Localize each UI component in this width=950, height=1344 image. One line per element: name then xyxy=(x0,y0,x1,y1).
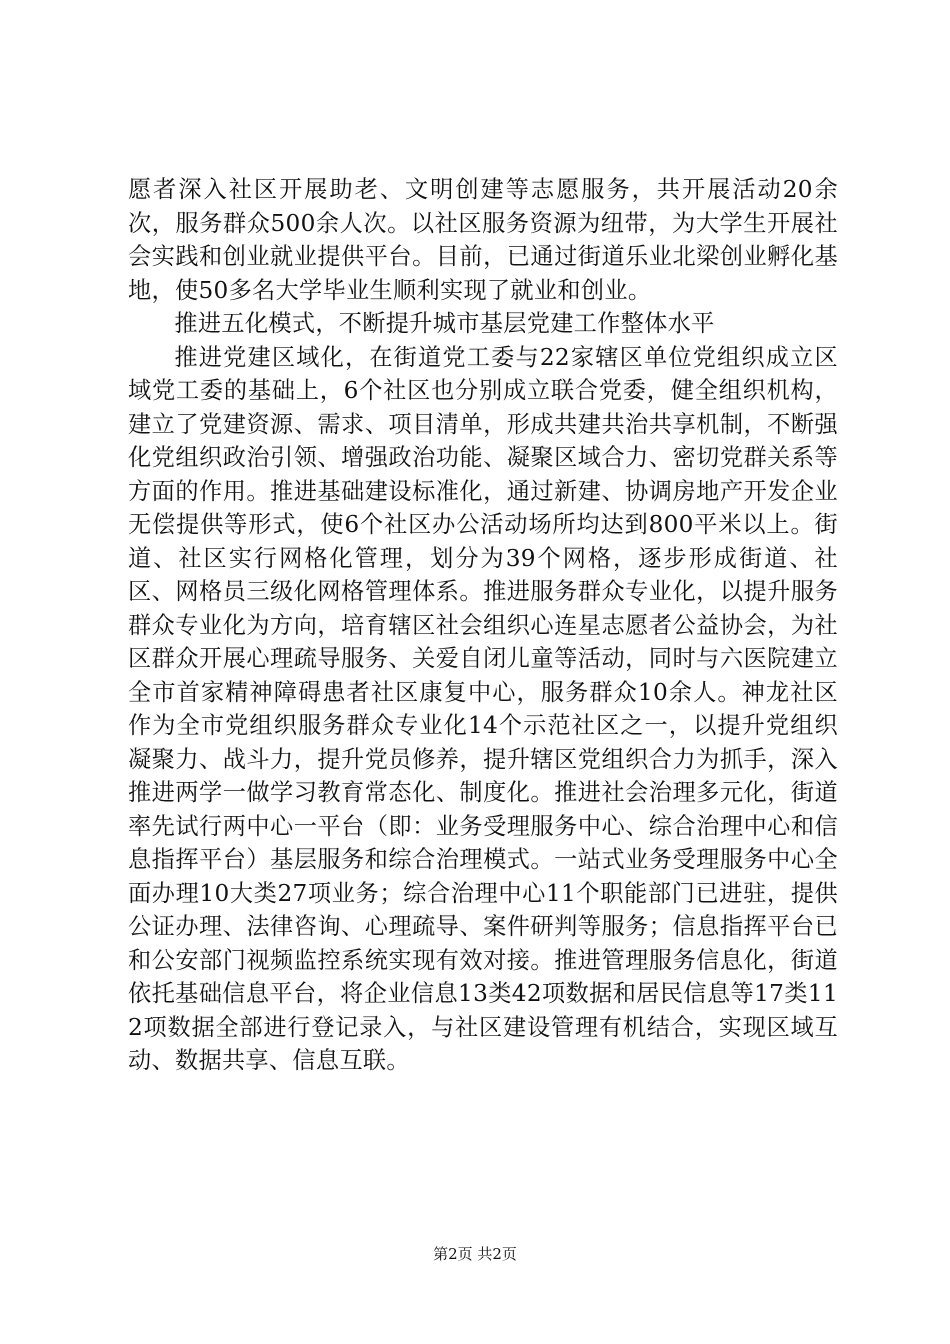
paragraph-volunteer-services: 愿者深入社区开展助老、文明创建等志愿服务，共开展活动20余次，服务群众500余人次。以社区服务资源为纽带，为大学生开展社会实践和创业就业提供平台。目前，已通过街道乐业北梁创业孵化基地，使50多名大学毕业生顺利实现了就业和创业。 xyxy=(128,176,838,304)
document-body xyxy=(128,173,838,1078)
section-heading-five-modes: 推进五化模式，不断提升城市基层党建工作整体水平 xyxy=(174,310,715,337)
page-number-label: 第2页 共2页 xyxy=(433,1245,517,1263)
paragraph-party-building: 推进党建区域化，在街道党工委与22家辖区单位党组织成立区域党工委的基础上，6个社区也分别成立联合党委，健全组织机构，建立了党建资源、需求、项目清单，形成共建共治共享机制，不断强化党组织政治引领、增强政治功能、凝聚区域合力、密切党群关系等方面的作用。推进基础建设标准化，通过新建、协调房地产开发企业无偿提供等形式，使6个社区办公活动场所均达到800平米以上。街道、社区实行网格化管理，划分为39个网格，逐步形成街道、社区、网格员三级化网格管理体系。推进服务群众专业化，以提升服务群众专业化为方向，培育辖区社会组织心连星志愿者公益协会，为社区群众开展心理疏导服务、关爱自闭儿童等活动，同时与六医院建立全市首家精神障碍患者社区康复中心，服务群众10余人。神龙社区作为全市党组织服务群众专业化14个示范社区之一，以提升党组织凝聚力、战斗力，提升党员修养，提升辖区党组织合力为抓手，深入推进两学一做学习教育常态化、制度化。推进社会治理多元化，街道率先试行两中心一平台（即：业务受理服务中心、综合治理中心和信息指挥平台）基层服务和综合治理模式。一站式业务受理服务中心全面办理10大类27项业务；综合治理中心11个职能部门已进驻，提供公证办理、法律咨询、心理疏导、案件研判等服务；信息指挥平台已和公安部门视频监控系统实现有效对接。推进管理服务信息化，街道依托基础信息平台，将企业信息13类42项数据和居民信息等17类112项数据全部进行登记录入，与社区建设管理有机结合，实现区域互动、数据共享、信息互联。 xyxy=(128,343,838,1074)
page-footer xyxy=(0,1244,950,1264)
